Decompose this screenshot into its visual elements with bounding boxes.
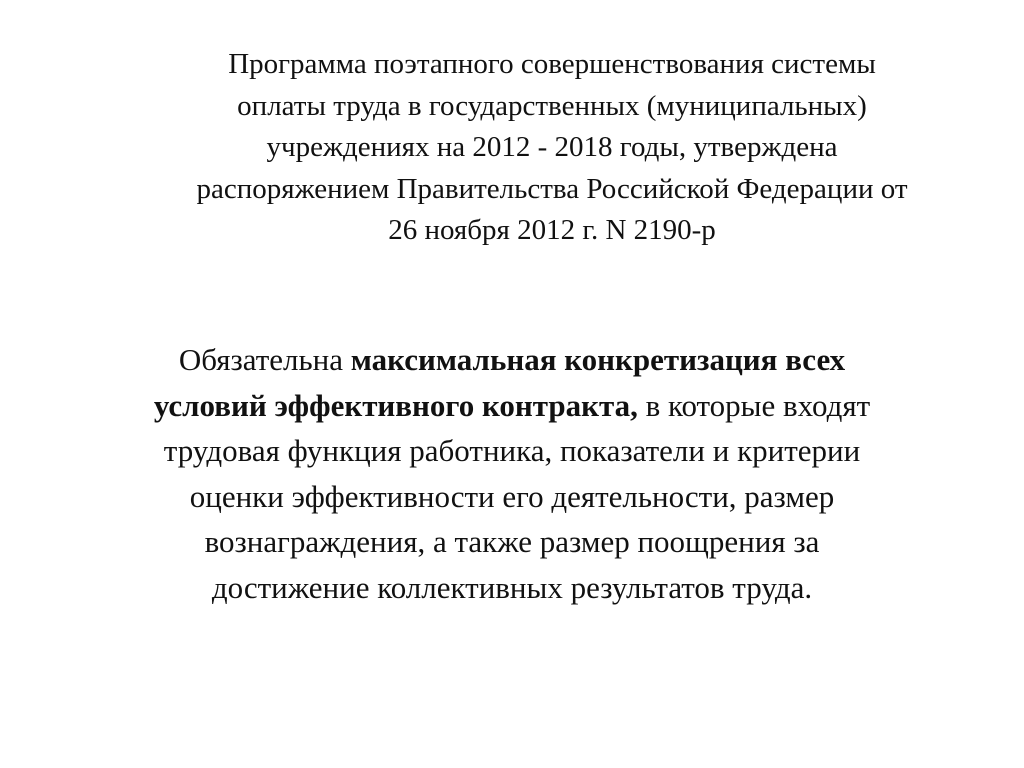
body-line-2 <box>40 383 984 429</box>
slide-body <box>40 337 984 610</box>
title-line-1: Программа поэтапного совершенствования системы <box>228 48 876 80</box>
body-line-6: достижение коллективных результатов труда. <box>211 569 813 605</box>
title-line-2: оплаты труда в государственных (муниципальных) <box>237 89 867 122</box>
body-line-3: трудовая функция работника, показатели и критерии <box>163 433 861 468</box>
body-line-2-bold: условий эффективного контракта, <box>153 387 638 423</box>
body-line-2-normal: в которые входят <box>637 387 871 423</box>
body-line-1-normal: Обязательна <box>178 342 351 377</box>
body-line-5: вознаграждения, а также размер поощрения за <box>204 524 820 559</box>
title-line-4: распоряжением Правительства Российской Федерации от <box>196 172 908 205</box>
body-line-4: оценки эффективности его деятельности, размер <box>189 478 835 514</box>
title-line-3: учреждениях на 2012 - 2018 годы, утверждена <box>266 131 838 163</box>
title-line-5: 26 ноября 2012 г. N 2190-р <box>388 214 716 246</box>
body-line-1 <box>40 337 984 383</box>
body-line-1-bold: максимальная конкретизация всех <box>350 342 846 377</box>
slide-title <box>92 44 1012 252</box>
